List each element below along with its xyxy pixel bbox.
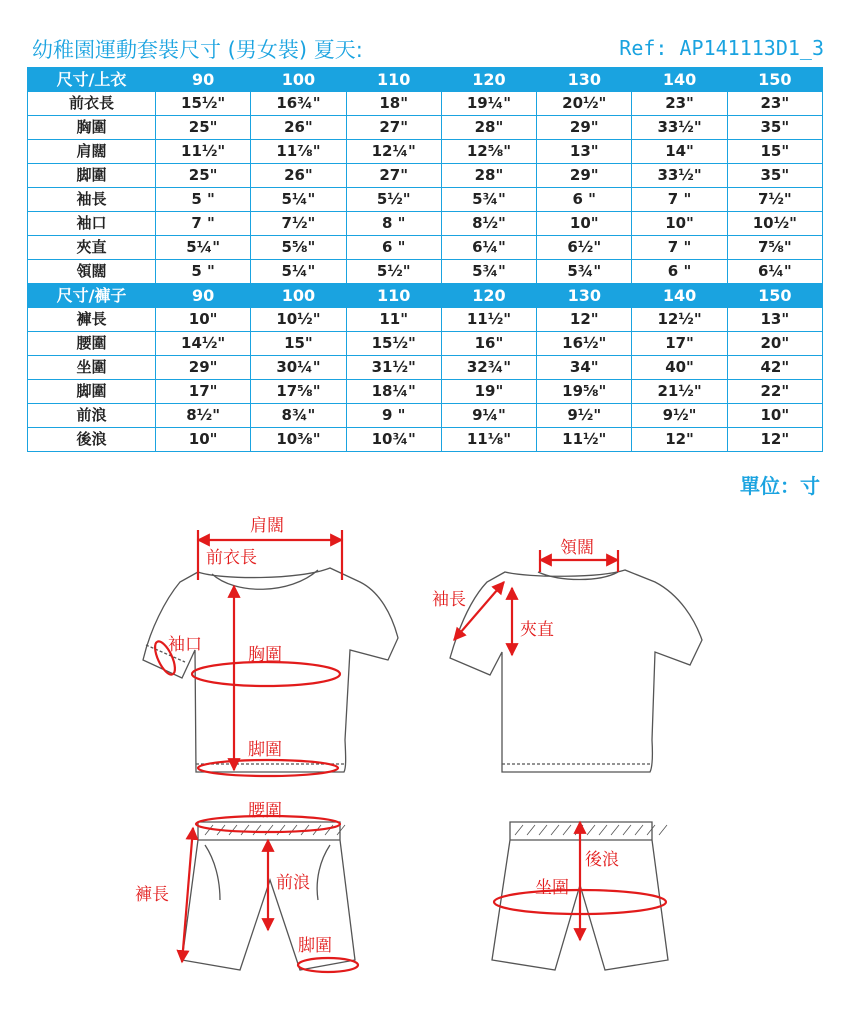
measure-value: 10": [727, 404, 822, 428]
measure-value: 11½": [156, 140, 251, 164]
measure-value: 34": [537, 356, 632, 380]
measure-value: 10": [537, 212, 632, 236]
armhole-label: 夾直: [520, 620, 554, 640]
top-row: [28, 260, 823, 284]
measure-value: 11⅛": [441, 428, 536, 452]
pants-row: [28, 308, 823, 332]
measure-label: 腰圍: [28, 332, 156, 356]
front-rise-label: 前浪: [276, 873, 310, 893]
measure-value: 5 ": [156, 260, 251, 284]
measure-value: 10⅜": [251, 428, 346, 452]
measure-value: 19⅝": [537, 380, 632, 404]
measure-value: 32¾": [441, 356, 536, 380]
hem-label: 脚圍: [248, 740, 282, 760]
measure-value: 5½": [346, 260, 441, 284]
top-row: [28, 236, 823, 260]
measure-value: 15½": [346, 332, 441, 356]
top-row: [28, 92, 823, 116]
measure-value: 18": [346, 92, 441, 116]
size-header-cell: 150: [727, 68, 822, 92]
measure-label: 肩闊: [28, 140, 156, 164]
pants-header-label: 尺寸/褲子: [28, 284, 156, 308]
size-header-cell: 140: [632, 284, 727, 308]
measure-value: 10¾": [346, 428, 441, 452]
measure-value: 33½": [632, 116, 727, 140]
measure-value: 11⅞": [251, 140, 346, 164]
measure-value: 17⅝": [251, 380, 346, 404]
measure-value: 14½": [156, 332, 251, 356]
measure-value: 13": [537, 140, 632, 164]
measure-value: 42": [727, 356, 822, 380]
measure-value: 14": [632, 140, 727, 164]
shoulder-label: 肩闊: [250, 516, 284, 536]
collar-label: 領闊: [560, 538, 594, 558]
measure-value: 10½": [727, 212, 822, 236]
size-header-cell: 90: [156, 68, 251, 92]
measure-value: 20": [727, 332, 822, 356]
leg-opening-label: 脚圍: [298, 936, 332, 956]
measure-value: 12": [727, 428, 822, 452]
pants-row: [28, 356, 823, 380]
hip-label: 坐圍: [535, 878, 569, 898]
chest-label: 胸圍: [248, 645, 282, 665]
top-header-label: 尺寸/上衣: [28, 68, 156, 92]
unit-label: 單位：寸: [740, 474, 820, 498]
measure-value: 6 ": [632, 260, 727, 284]
size-header-cell: 120: [441, 68, 536, 92]
measure-value: 5½": [346, 188, 441, 212]
measure-value: 15": [727, 140, 822, 164]
measure-value: 19": [441, 380, 536, 404]
measure-value: 16": [441, 332, 536, 356]
measure-value: 15": [251, 332, 346, 356]
measure-value: 10½": [251, 308, 346, 332]
measure-value: 33½": [632, 164, 727, 188]
measure-value: 12": [537, 308, 632, 332]
measure-value: 35": [727, 164, 822, 188]
top-row: [28, 140, 823, 164]
pants-row: [28, 380, 823, 404]
measure-value: 31½": [346, 356, 441, 380]
measure-value: 30¼": [251, 356, 346, 380]
measure-value: 27": [346, 116, 441, 140]
measure-value: 11": [346, 308, 441, 332]
measure-value: 29": [537, 164, 632, 188]
measure-value: 7½": [251, 212, 346, 236]
measure-label: 前衣長: [28, 92, 156, 116]
size-header-cell: 110: [346, 284, 441, 308]
garment-diagrams: [0, 500, 850, 1019]
measure-label: 脚圍: [28, 380, 156, 404]
measure-value: 6 ": [346, 236, 441, 260]
measure-value: 8½": [441, 212, 536, 236]
measure-value: 6¼": [441, 236, 536, 260]
measure-value: 8¾": [251, 404, 346, 428]
size-header-cell: 150: [727, 284, 822, 308]
measure-value: 17": [632, 332, 727, 356]
size-header-cell: 130: [537, 68, 632, 92]
measure-value: 9½": [632, 404, 727, 428]
size-header-cell: 100: [251, 68, 346, 92]
measure-value: 5¾": [441, 188, 536, 212]
measure-value: 20½": [537, 92, 632, 116]
measure-value: 12": [632, 428, 727, 452]
measure-value: 40": [632, 356, 727, 380]
pants-row: [28, 428, 823, 452]
measure-value: 7 ": [156, 212, 251, 236]
top-header-row: [28, 68, 823, 92]
measure-value: 23": [632, 92, 727, 116]
size-header-cell: 100: [251, 284, 346, 308]
measure-value: 6¼": [727, 260, 822, 284]
measure-value: 5¾": [537, 260, 632, 284]
measure-label: 坐圍: [28, 356, 156, 380]
measure-value: 26": [251, 164, 346, 188]
measure-label: 後浪: [28, 428, 156, 452]
measure-value: 28": [441, 164, 536, 188]
measure-value: 10": [156, 428, 251, 452]
measure-value: 6 ": [537, 188, 632, 212]
top-row: [28, 116, 823, 140]
measure-value: 12¼": [346, 140, 441, 164]
measure-label: 褲長: [28, 308, 156, 332]
measure-value: 10": [156, 308, 251, 332]
measure-value: 27": [346, 164, 441, 188]
size-header-cell: 140: [632, 68, 727, 92]
measure-value: 29": [537, 116, 632, 140]
measure-value: 22": [727, 380, 822, 404]
size-header-cell: 120: [441, 284, 536, 308]
measure-value: 5⅝": [251, 236, 346, 260]
measure-value: 13": [727, 308, 822, 332]
page-title: 幼稚園運動套裝尺寸 (男女裝) 夏天:: [32, 38, 363, 62]
pants-length-label: 褲長: [135, 885, 169, 905]
cuff-label: 袖口: [168, 635, 202, 655]
measure-value: 7⅝": [727, 236, 822, 260]
measure-value: 25": [156, 164, 251, 188]
waist-label: 腰圍: [248, 801, 282, 821]
measure-value: 16¾": [251, 92, 346, 116]
pants-row: [28, 404, 823, 428]
size-table: [27, 67, 823, 452]
measure-value: 23": [727, 92, 822, 116]
measure-value: 5¼": [156, 236, 251, 260]
measure-label: 夾直: [28, 236, 156, 260]
measure-value: 12½": [632, 308, 727, 332]
measure-value: 18¼": [346, 380, 441, 404]
measure-value: 10": [632, 212, 727, 236]
measure-value: 9 ": [346, 404, 441, 428]
pants-header-row: [28, 284, 823, 308]
size-header-cell: 90: [156, 284, 251, 308]
measure-value: 6½": [537, 236, 632, 260]
measure-value: 5¼": [251, 188, 346, 212]
measure-value: 26": [251, 116, 346, 140]
measure-value: 11½": [537, 428, 632, 452]
measure-value: 7½": [727, 188, 822, 212]
measure-value: 16½": [537, 332, 632, 356]
reference-code: Ref: AP141113D1_3: [619, 36, 824, 60]
measure-value: 7 ": [632, 236, 727, 260]
measure-value: 25": [156, 116, 251, 140]
top-row: [28, 188, 823, 212]
pants-row: [28, 332, 823, 356]
back-rise-label: 後浪: [585, 850, 619, 870]
measure-value: 12⅝": [441, 140, 536, 164]
measure-label: 前浪: [28, 404, 156, 428]
size-header-cell: 110: [346, 68, 441, 92]
size-header-cell: 130: [537, 284, 632, 308]
measure-value: 8½": [156, 404, 251, 428]
measure-value: 9½": [537, 404, 632, 428]
measure-value: 5¼": [251, 260, 346, 284]
measure-label: 袖口: [28, 212, 156, 236]
measure-label: 脚圍: [28, 164, 156, 188]
measure-value: 19¼": [441, 92, 536, 116]
measure-value: 5¾": [441, 260, 536, 284]
measure-label: 袖長: [28, 188, 156, 212]
top-row: [28, 212, 823, 236]
front-length-label: 前衣長: [206, 548, 257, 568]
top-row: [28, 164, 823, 188]
measure-value: 21½": [632, 380, 727, 404]
measure-value: 35": [727, 116, 822, 140]
measure-label: 領闊: [28, 260, 156, 284]
measure-value: 29": [156, 356, 251, 380]
sleeve-label: 袖長: [432, 590, 466, 610]
measure-value: 5 ": [156, 188, 251, 212]
measure-value: 17": [156, 380, 251, 404]
measure-label: 胸圍: [28, 116, 156, 140]
measure-value: 11½": [441, 308, 536, 332]
measure-value: 9¼": [441, 404, 536, 428]
measure-value: 7 ": [632, 188, 727, 212]
measure-value: 8 ": [346, 212, 441, 236]
measure-value: 15½": [156, 92, 251, 116]
measure-value: 28": [441, 116, 536, 140]
